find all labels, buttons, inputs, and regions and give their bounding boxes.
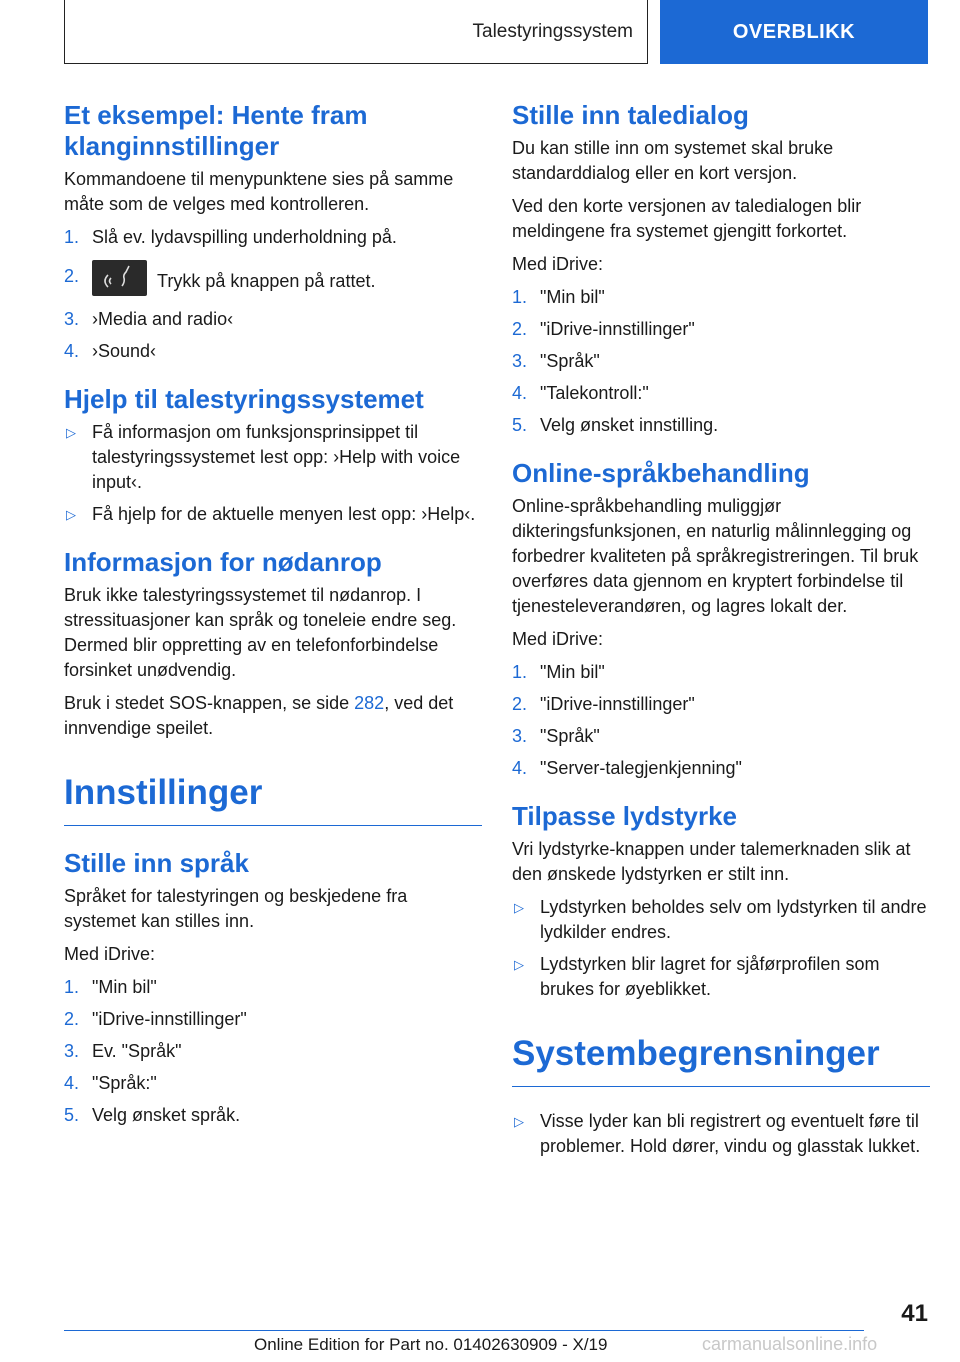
bullet-text: Lydstyrken blir lagret for sjåførprofilen som brukes for øyeblikket. [540,954,880,999]
page-header [64,0,928,66]
step-number: 1. [512,662,528,682]
footer-divider [64,1330,864,1331]
page-link[interactable]: 282 [354,693,385,713]
list-item [512,692,930,717]
list-item [64,1039,482,1064]
step-text: "Min bil" [540,662,605,682]
step-text: "Server-talegjenkjenning" [540,758,742,778]
paragraph: Med iDrive: [512,629,604,649]
step-text: Slå ev. lydavspilling underholdning på. [92,227,397,247]
step-text: Ev. "Språk" [92,1041,182,1061]
chapter-heading: Innstillinger [64,771,482,826]
step-number: 1. [64,977,80,997]
list-item [64,264,482,300]
step-number: 3. [512,351,528,371]
step-text: "iDrive-innstillinger" [540,694,695,714]
section-heading: Hjelp til talestyringssystemet [64,384,424,414]
step-number: 2. [512,694,528,714]
list-item [512,349,930,374]
list-item [512,895,930,945]
step-number: 4. [64,341,80,361]
bullet-list [512,1109,930,1159]
step-number: 4. [64,1073,80,1093]
step-number: 3. [512,726,528,746]
step-text: "Min bil" [92,977,157,997]
step-text: Trykk på knappen på rattet. [157,270,376,291]
text-span: , ved det innvendige speilet. [64,693,454,738]
step-list [512,285,930,438]
voice-control-button-icon [92,260,147,296]
paragraph: Du kan stille inn om systemet skal bruke standarddialog eller en kort versjon. [512,138,834,183]
step-list [64,225,482,364]
list-item [512,413,930,438]
step-text: Velg ønsket språk. [92,1105,241,1125]
text-span: Bruk i stedet SOS-knappen, se side [64,693,355,713]
bullet-list [512,895,930,1002]
step-text: "Språk" [540,726,600,746]
step-number: 2. [64,266,80,286]
step-list [64,975,482,1128]
paragraph: Med iDrive: [64,944,156,964]
step-number: 2. [512,319,528,339]
list-item [512,317,930,342]
section-heading: Online-språkbehandling [512,458,810,488]
list-item [512,756,930,781]
list-item [64,339,482,364]
paragraph: Kommandoene til menypunktene sies på samme måte som de velges med kontrolleren. [64,169,454,214]
step-number: 3. [64,1041,80,1061]
list-item [64,1103,482,1128]
step-text: "Min bil" [540,287,605,307]
paragraph: Vri lydstyrke-knappen under talemerknaden slik at den ønskede lydstyrken er stilt inn. [512,839,911,884]
list-item [64,1071,482,1096]
step-number: 1. [512,287,528,307]
step-text: "Språk" [540,351,600,371]
paragraph: Bruk ikke talestyringssystemet til nødanrop. I stressituasjoner kan språk og toneleie endre seg. Dermed blir oppretting av en telefonforbindelse forsinket unødvendig. [64,585,457,680]
list-item [512,381,930,406]
page-number: 41 [901,1300,928,1327]
list-item [512,285,930,310]
watermark: carmanualsonline.info [702,1334,878,1354]
step-text: "Språk:" [92,1073,157,1093]
paragraph [64,691,482,741]
step-number: 5. [64,1105,80,1125]
tab-overblikk[interactable]: OVERBLIKK [660,0,928,64]
section-heading: Stille inn språk [64,848,249,878]
step-text: "Talekontroll:" [540,383,649,403]
list-item [64,1007,482,1032]
step-text: Velg ønsket innstilling. [540,415,719,435]
triangle-right-icon: ▷ [514,957,524,972]
step-text: "iDrive-innstillinger" [540,319,695,339]
list-item [64,225,482,250]
chapter-heading: Systembegrensninger [512,1032,930,1087]
section-heading: Et eksempel: Hente fram klanginnstillinger [64,100,368,161]
paragraph: Ved den korte versjonen av taledialogen blir meldingene fra systemet gjengitt forkortet. [512,196,862,241]
left-column [64,100,482,1136]
step-number: 2. [64,1009,80,1029]
bullet-list [64,420,482,527]
step-number: 1. [64,227,80,247]
triangle-right-icon: ▷ [66,425,76,440]
paragraph: Språket for talestyringen og beskjedene fra systemet kan stilles inn. [64,886,408,931]
step-text: "iDrive-innstillinger" [92,1009,247,1029]
step-number: 3. [64,309,80,329]
bullet-text: Lydstyrken beholdes selv om lydstyrken til andre lydkilder endres. [540,897,927,942]
section-heading: Informasjon for nødanrop [64,547,382,577]
step-number: 4. [512,758,528,778]
list-item [64,502,482,527]
step-text: ›Media and radio‹ [92,309,234,329]
step-number: 5. [512,415,528,435]
step-number: 4. [512,383,528,403]
list-item [64,420,482,495]
edition-text: Online Edition for Part no. 01402630909 - X/19 [254,1335,608,1354]
step-list [512,660,930,781]
section-heading: Tilpasse lydstyrke [512,801,737,831]
triangle-right-icon: ▷ [514,900,524,915]
list-item [512,660,930,685]
list-item [512,1109,930,1159]
bullet-text: Få informasjon om funksjonsprinsippet til talestyringssystemet lest opp: ›Help with voice input‹. [92,422,461,492]
section-heading: Stille inn taledialog [512,100,749,130]
triangle-right-icon: ▷ [514,1114,524,1129]
list-item [64,975,482,1000]
triangle-right-icon: ▷ [66,507,76,522]
bullet-text: Visse lyder kan bli registrert og eventuelt føre til problemer. Hold dører, vindu og glasstak lukket. [540,1111,921,1156]
step-text: ›Sound‹ [92,341,157,361]
list-item [512,952,930,1002]
list-item [64,307,482,332]
section-title: Talestyringssystem [64,0,648,64]
list-item [512,724,930,749]
right-column [512,100,930,1167]
paragraph: Med iDrive: [512,254,604,274]
bullet-text: Få hjelp for de aktuelle menyen lest opp: ›Help‹. [92,504,476,524]
paragraph: Online-språkbehandling muliggjør dikteringsfunksjonen, en naturlig målinnlegging og forbedrer kvaliteten på språkregistreringen. Til bruk overføres data gjennom en kryptert forbindelse til tjenesteleverandøren, og lagres lokalt der. [512,496,919,616]
